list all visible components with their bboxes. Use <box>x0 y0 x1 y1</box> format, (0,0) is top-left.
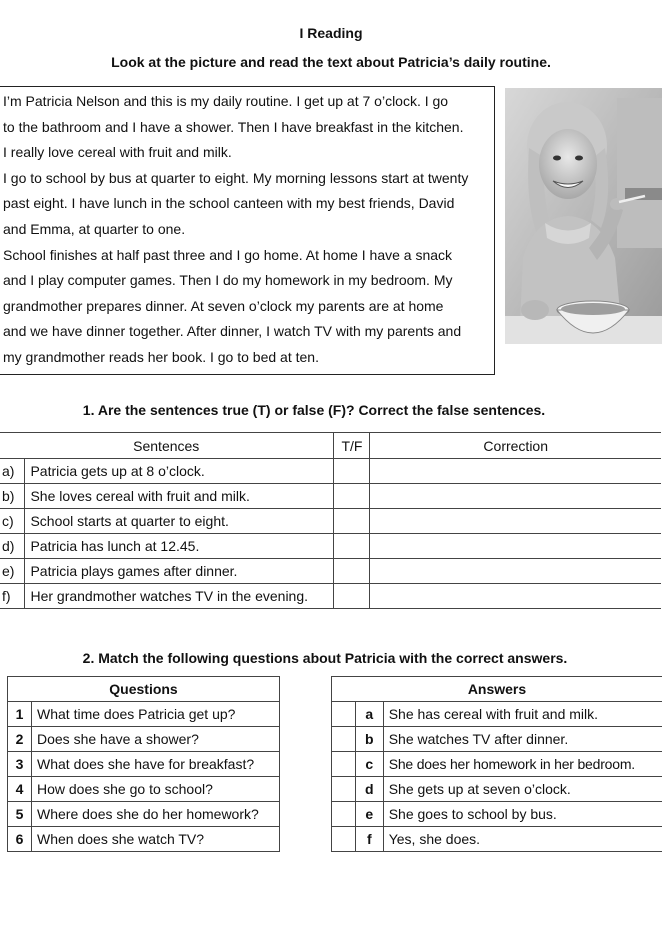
tf-cell[interactable] <box>334 509 370 534</box>
question-number: 4 <box>8 777 32 802</box>
correction-cell[interactable] <box>370 584 661 609</box>
table-row <box>0 459 661 484</box>
row-letter: c) <box>0 509 25 534</box>
answer-text: She does her homework in her bedroom. <box>383 752 662 777</box>
correction-cell[interactable] <box>370 509 661 534</box>
reading-line: grandmother prepares dinner. At seven o’clock my parents are at home <box>3 297 444 314</box>
table-row <box>0 559 661 584</box>
table-row <box>332 727 662 752</box>
table-row <box>8 702 280 727</box>
answer-blank[interactable] <box>332 727 356 752</box>
answer-blank[interactable] <box>332 827 356 852</box>
exercise1-title: 1. Are the sentences true (T) or false (F)? Correct the false sentences. <box>82 402 546 418</box>
sentences-header: Sentences <box>0 433 334 459</box>
exercise2-title: 2. Match the following questions about Patricia with the correct answers. <box>82 650 568 666</box>
table-row <box>0 534 661 559</box>
answer-letter: e <box>355 802 383 827</box>
question-text: Where does she do her homework? <box>32 802 280 827</box>
reading-line: past eight. I have lunch in the school canteen with my best friends, David <box>3 195 455 212</box>
row-letter: b) <box>0 484 25 509</box>
answer-text: She goes to school by bus. <box>383 802 662 827</box>
reading-line: I go to school by bus at quarter to eight. My morning lessons start at twenty <box>3 169 469 186</box>
table-row <box>8 752 280 777</box>
table-row <box>332 802 662 827</box>
correction-cell[interactable] <box>370 534 661 559</box>
answer-text: She has cereal with fruit and milk. <box>383 702 662 727</box>
tf-cell[interactable] <box>334 584 370 609</box>
questions-table <box>7 676 280 852</box>
correction-cell[interactable] <box>370 559 661 584</box>
answers-header: Answers <box>332 677 662 702</box>
answer-text: She gets up at seven o’clock. <box>383 777 662 802</box>
question-number: 2 <box>8 727 32 752</box>
correction-header: Correction <box>370 433 661 459</box>
correction-cell[interactable] <box>370 484 661 509</box>
table-row <box>0 584 661 609</box>
reading-line: and I play computer games. Then I do my homework in my bedroom. My <box>3 272 453 289</box>
table-row <box>8 827 280 852</box>
answer-letter: f <box>355 827 383 852</box>
tf-cell[interactable] <box>334 484 370 509</box>
table-row <box>0 484 661 509</box>
correction-cell[interactable] <box>370 459 661 484</box>
sentence-cell: Patricia has lunch at 12.45. <box>25 534 334 559</box>
sentence-cell: School starts at quarter to eight. <box>25 509 334 534</box>
table-row <box>8 802 280 827</box>
sentence-cell: Patricia gets up at 8 o’clock. <box>25 459 334 484</box>
tf-cell[interactable] <box>334 559 370 584</box>
sentence-cell: Her grandmother watches TV in the evening. <box>25 584 334 609</box>
tf-cell[interactable] <box>334 534 370 559</box>
answer-blank[interactable] <box>332 802 356 827</box>
table-row <box>332 827 662 852</box>
question-number: 5 <box>8 802 32 827</box>
table-row <box>8 777 280 802</box>
reading-line: School finishes at half past three and I go home. At home I have a snack <box>3 246 453 263</box>
row-letter: a) <box>0 459 25 484</box>
answer-letter: c <box>355 752 383 777</box>
answer-text: Yes, she does. <box>383 827 662 852</box>
reading-text <box>3 89 493 371</box>
answer-letter: b <box>355 727 383 752</box>
tf-header: T/F <box>334 433 370 459</box>
table-row <box>8 727 280 752</box>
question-text: How does she go to school? <box>32 777 280 802</box>
reading-instruction: Look at the picture and read the text about Patricia’s daily routine. <box>111 54 551 70</box>
answer-blank[interactable] <box>332 777 356 802</box>
reading-line: and we have dinner together. After dinner, I watch TV with my parents and <box>3 323 462 340</box>
table-row <box>332 752 662 777</box>
row-letter: e) <box>0 559 25 584</box>
answer-text: She watches TV after dinner. <box>383 727 662 752</box>
question-text: What does she have for breakfast? <box>32 752 280 777</box>
reading-line: to the bathroom and I have a shower. Then I have breakfast in the kitchen. <box>3 118 464 135</box>
table-row <box>332 777 662 802</box>
row-letter: f) <box>0 584 25 609</box>
answer-letter: d <box>355 777 383 802</box>
sentence-cell: She loves cereal with fruit and milk. <box>25 484 334 509</box>
section-title: I Reading <box>299 25 363 41</box>
questions-header: Questions <box>8 677 280 702</box>
question-number: 1 <box>8 702 32 727</box>
question-number: 6 <box>8 827 32 852</box>
question-text: Does she have a shower? <box>32 727 280 752</box>
answer-letter: a <box>355 702 383 727</box>
reading-line: I’m Patricia Nelson and this is my daily routine. I get up at 7 o’clock. I go <box>3 93 449 109</box>
girl-eating-cereal-photo <box>505 88 662 344</box>
reading-line: and Emma, at quarter to one. <box>3 220 186 237</box>
answer-blank[interactable] <box>332 752 356 777</box>
answer-blank[interactable] <box>332 702 356 727</box>
row-letter: d) <box>0 534 25 559</box>
question-number: 3 <box>8 752 32 777</box>
answers-table <box>331 676 662 852</box>
table-row <box>332 702 662 727</box>
question-text: When does she watch TV? <box>32 827 280 852</box>
question-text: What time does Patricia get up? <box>32 702 280 727</box>
sentence-cell: Patricia plays games after dinner. <box>25 559 334 584</box>
reading-line: my grandmother reads her book. I go to bed at ten. <box>3 348 319 365</box>
tf-cell[interactable] <box>334 459 370 484</box>
reading-line: I really love cereal with fruit and milk. <box>3 144 232 161</box>
table-row <box>0 509 661 534</box>
true-false-table <box>0 432 661 609</box>
